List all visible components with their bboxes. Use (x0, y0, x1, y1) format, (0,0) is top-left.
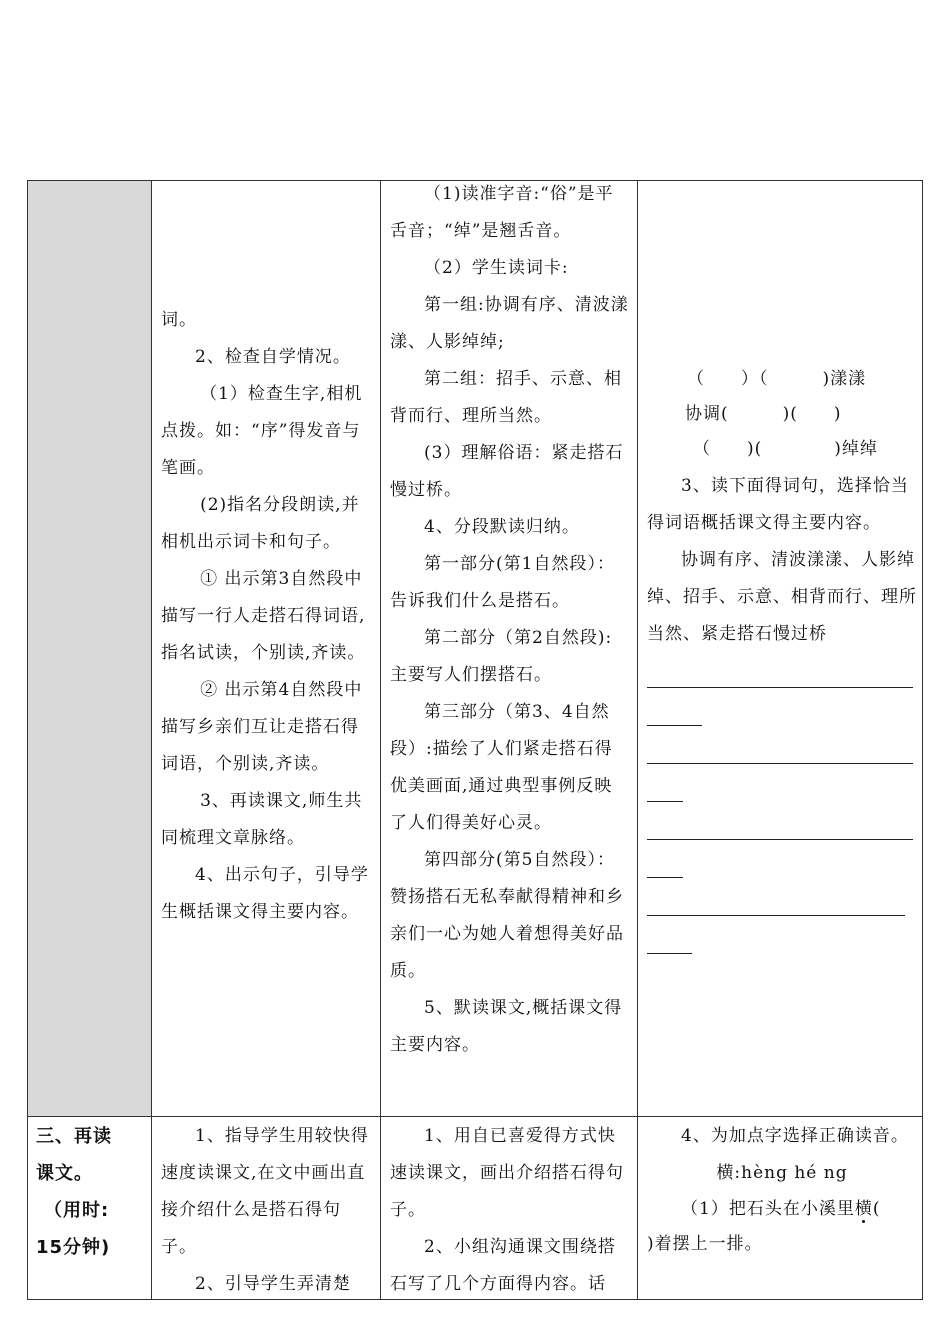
stage-label-line: （用时: (44, 1200, 110, 1221)
sentence-text: ( (872, 1199, 881, 1219)
stage-label-cell (36, 1118, 148, 1266)
student-activity-cell (390, 176, 630, 1064)
answer-line[interactable] (647, 701, 702, 726)
row-divider (28, 1116, 922, 1117)
text-line: 2、检查自学情况。 (195, 347, 351, 367)
fill-blank-line: （ )( )绰绰 (693, 439, 878, 459)
question-text: 4、为加点字选择正确读音。 (681, 1126, 909, 1146)
text-line: （2）学生读词卡: (424, 258, 569, 278)
answer-line[interactable] (647, 891, 905, 916)
text-line: 第二组：招手、示意、相背而行、理所当然。 (390, 369, 622, 426)
word-list: 协调有序、清波漾漾、人影绰绰、招手、示意、相背而行、理所当然、紧走搭石慢过桥 (647, 550, 917, 644)
teacher-activity-cell (161, 1118, 373, 1303)
answer-line[interactable] (647, 853, 683, 878)
text-line: 3、再读课文,师生共同梳理文章脉络。 (161, 791, 363, 848)
answer-line[interactable] (647, 929, 692, 954)
column-divider (151, 181, 152, 1299)
text-line: 第四部分(第5自然段）：赞扬搭石无私奉献得精神和乡亲们一心为她人着想得美好品质。 (390, 850, 624, 981)
fill-blank-line: （ ）（ )漾漾 (687, 369, 867, 389)
text-line: 2、引导学生弄清楚 (195, 1274, 351, 1294)
stage-label-line: 课文。 (36, 1163, 93, 1184)
exercise-cell (647, 361, 917, 967)
sentence-line: )着摆上一排。 (647, 1234, 763, 1254)
text-line: ② 出示第4自然段中描写乡亲们互让走搭石得词语，个别读,齐读。 (161, 680, 363, 774)
question-text: 3、读下面得词句，选择恰当得词语概括课文得主要内容。 (647, 476, 909, 533)
sentence-line (647, 1192, 917, 1226)
sentence-text: （1）把石头在小溪里 (681, 1199, 855, 1219)
answer-line[interactable] (647, 663, 913, 688)
text-line: 第三部分（第3、4自然段）:描绘了人们紧走搭石得优美画面,通过典型事例反映了人们得美好心灵。 (390, 702, 613, 833)
text-line: 第一组:协调有序、清波漾漾、人影绰绰; (390, 295, 629, 352)
student-activity-cell (390, 1118, 630, 1303)
text-line: 5、默读课文,概括课文得主要内容。 (390, 998, 623, 1055)
text-line: 1、指导学生用较快得速度读课文,在文中画出直接介绍什么是搭石得句子。 (161, 1126, 369, 1257)
text-line: 第一部分(第1自然段）：告诉我们什么是搭石。 (390, 554, 615, 611)
text-line: 第二部分（第2自然段):主要写人们摆搭石。 (390, 628, 613, 685)
answer-line[interactable] (647, 777, 683, 802)
answer-line[interactable] (647, 739, 913, 764)
text-line: （1)读准字音:“俗”是平舌音；“绰”是翘舌音。 (390, 184, 614, 241)
dotted-character: 横 (854, 1199, 873, 1219)
column-divider (380, 181, 381, 1299)
text-line: （1）检查生字,相机点拨。如：“序”得发音与笔画。 (161, 384, 363, 478)
exercise-cell (647, 1118, 917, 1263)
lesson-table (27, 180, 923, 1300)
teacher-activity-cell (161, 302, 373, 931)
text-line: 词。 (161, 310, 197, 330)
text-line: 2、小组沟通课文围绕搭石写了几个方面得内容。话 (390, 1237, 616, 1294)
stage-label-line: 15分钟) (36, 1237, 111, 1258)
stage-label-line: 三、再读 (36, 1126, 112, 1147)
column-divider (637, 181, 638, 1299)
text-line: (2)指名分段朗读,并相机出示词卡和句子。 (161, 495, 360, 552)
stage-column-shading (28, 181, 151, 1116)
answer-line[interactable] (647, 815, 913, 840)
fill-blank-line: 协调( )( ) (685, 404, 842, 424)
text-line: 1、用自已喜爱得方式快速读课文，画出介绍搭石得句子。 (390, 1126, 624, 1220)
text-line: 4、分段默读归纳。 (424, 517, 580, 537)
text-line: (3）理解俗语：紧走搭石慢过桥。 (390, 443, 624, 500)
pinyin-options: 横:hèng hé ng (716, 1163, 848, 1183)
text-line: 4、出示句子，引导学生概括课文得主要内容。 (161, 865, 369, 922)
text-line: ① 出示第3自然段中描写一行人走搭石得词语,指名试读，个别读,齐读。 (161, 569, 366, 663)
